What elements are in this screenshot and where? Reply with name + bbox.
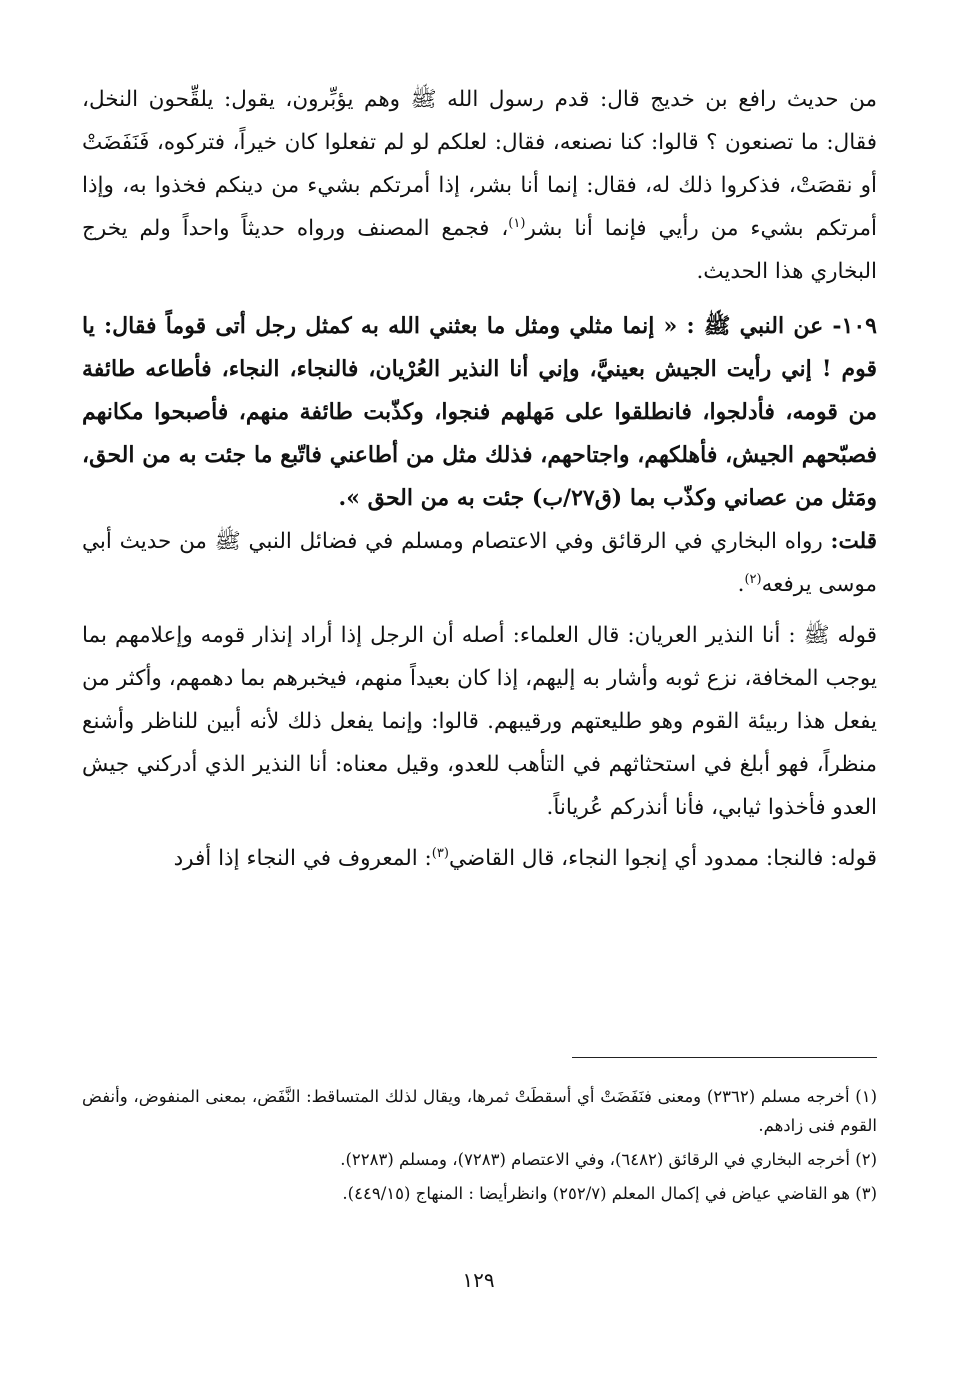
paragraph-najaa: قوله: فالنجا: ممدود أي إنجوا النجاء، قال القاضي$^{(٣)}$: المعروف في النجاء إذا أفرد (173, 845, 877, 871)
footnote-ref-2: (٢) (744, 571, 762, 587)
main-text (82, 78, 877, 880)
footnotes (82, 1082, 877, 1208)
page-number: ١٢٩ (462, 1268, 495, 1292)
footnote-divider (572, 1057, 877, 1058)
paragraph-qult: قلت: رواه البخاري في الرقائق وفي الاعتصام ومسلم في فضائل النبي ﷺ من حديث أبي موسى يرفعه$^{(٢)}$. (82, 529, 877, 597)
qult-label: قلت: (830, 529, 877, 554)
hadith-109: ١٠٩- عن النبي ﷺ : « إنما مثلي ومثل ما بعثني الله به كمثل رجل أتى قوماً فقال: يا قوم ! إني رأيت الجيش بعينيَّ، وإني أنا النذير العُرْيان، فالنجاء، النجاء، فأطاعه طائفة من قومه، فأدلجوا، فانطلقوا على مَهلهم فنجوا، وكذّبت طائفة منهم، فأصبحوا مكانهم فصبّحهم الجيش، فأهلكهم، واجتاحهم، فذلك مثل من أطاعني فاتّبع ما جئت به من الحق، ومَثل من عصاني وكذّب بما (ق٢٧/ب) جئت به من الحق ». (82, 313, 877, 511)
paragraph-rafi-hadith: من حديث رافع بن خديج قال: قدم رسول الله ﷺ وهم يؤبِّرون، يقول: يلقِّحون النخل، فقال: ما تصنعون ؟ قالوا: كنا نصنعه، فقال: لعلكم لو لم تفعلوا كان خيراً، فتركوه، فَنَفَضَتْ أو نقصَتْ، فذكروا ذلك له، فقال: إنما أنا بشر، إذا أمرتكم بشيء من دينكم فخذوا به، وإذا أمرتكم بشيء من رأيي فإنما أنا بشر$^{(١)}$، فجمع المصنف ورواه حديثاً واحداً ولم يخرج البخاري هذا الحديث. (82, 87, 877, 284)
footnote-1: (١) أخرجه مسلم (٢٣٦٢) ومعنى فنَفَضَتْ أي أسقطَتْ ثمرها، ويقال لذلك المتساقط: النَّفَض، بمعنى المنفوض، وأنفض القوم فنى زادهم. (82, 1087, 878, 1135)
footnote-ref-1: (١) (508, 215, 526, 231)
footnote-2: (٢) أخرجه البخاري في الرقائق (٦٤٨٢)، وفي الاعتصام (٧٢٨٣)، ومسلم (٢٢٨٣). (340, 1150, 877, 1169)
paragraph-nadhir-explanation: قوله ﷺ : أنا النذير العريان: قال العلماء: أصله أن الرجل إذا أراد إنذار قومه وإعلامهم بما يوجب المخافة، نزع ثوبه وأشار به إليهم، إذا كان بعيداً منهم، فيخبرهم بما دهمهم، وأكثر من يفعل هذا ربيئة القوم وهو طليعتهم ورقيبهم. قالوا: وإنما يفعل ذلك لأنه أبين للناظر وأشنع منظراً، فهو أبلغ في استحثاثهم في التأهب للعدو، وقيل معناه: أنا النذير الذي أدركني جيش العدو فأخذوا ثيابي، فأنا أنذركم عُرياناً. (82, 623, 877, 820)
footnote-ref-3: (٣) (431, 845, 449, 861)
footnote-3: (٣) هو القاضي عياض في إكمال المعلم (٢٥٢/٧) وانظرأيضا : المنهاج (٤٤٩/١٥). (342, 1184, 877, 1203)
